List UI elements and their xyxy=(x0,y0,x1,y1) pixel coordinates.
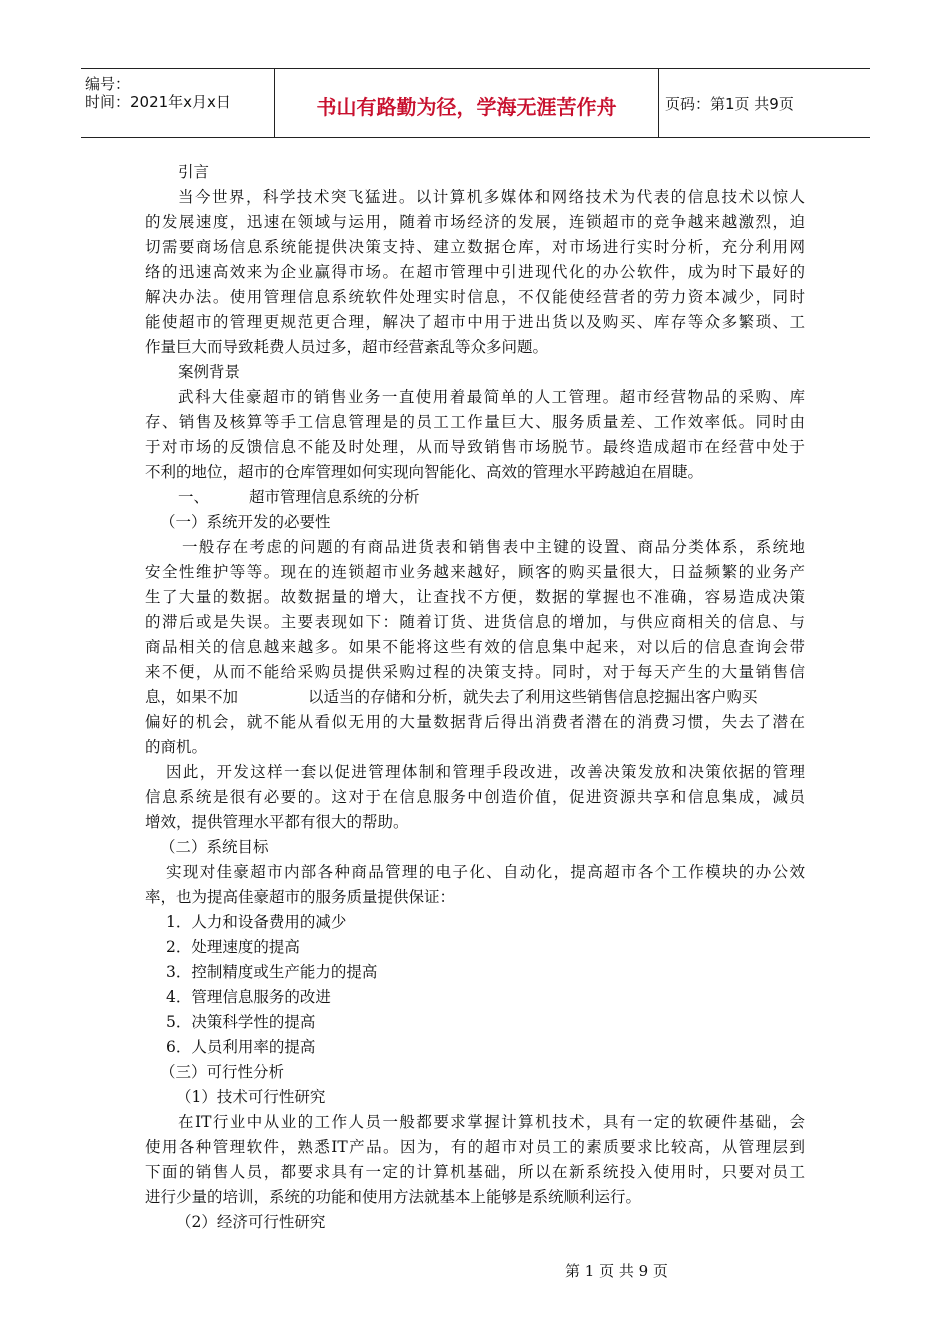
background-line: 于对市场的反馈信息不能及时处理，从而导致销售市场脱节。最终造成超市在经营中处于 xyxy=(145,438,805,456)
header-meta-cell xyxy=(81,69,275,137)
goals-line: 率，也为提高佳豪超市的服务质量提供保证： xyxy=(145,888,456,906)
intro-line: 解决办法。使用管理信息系统软件处理实时信息，不仅能使经营者的劳力资本减少，同时 xyxy=(145,288,805,306)
list-item: 4．管理信息服务的改进 xyxy=(166,988,331,1006)
tech-line: 在IT行业中从业的工作人员一般都要求掌握计算机技术，具有一定的软硬件基础，会 xyxy=(178,1113,805,1131)
necessity-heading: （一）系统开发的必要性 xyxy=(160,513,331,531)
tech-heading: （1）技术可行性研究 xyxy=(176,1088,326,1106)
necessity-line: 一般存在考虑的问题的有商品进货表和销售表中主键的设置、商品分类体系，系统地 xyxy=(182,538,805,556)
intro-line: 作量巨大而导致耗费人员过多，超市经营紊乱等众多问题。 xyxy=(145,338,549,356)
background-line: 武科大佳豪超市的销售业务一直使用着最简单的人工管理。超市经营物品的采购、库 xyxy=(178,388,805,406)
list-item: 2．处理速度的提高 xyxy=(166,938,300,956)
page-info: 页码：第1页 共9页 xyxy=(665,95,794,113)
necessity-line: 商品相关的信息越来越多。如果不能将这些有效的信息集中起来，对以后的信息查询会带 xyxy=(145,638,805,656)
section-heading xyxy=(178,487,420,507)
necessity-line: 的滞后或是失误。主要表现如下：随着订货、进货信息的增加，与供应商相关的信息、与 xyxy=(145,613,805,631)
intro-line: 的发展速度，迅速在领域与运用，随着市场经济的发展，连锁超市的竞争越来越激烈，迫 xyxy=(145,213,805,231)
time-label: 时间：2021年x月x日 xyxy=(85,93,231,111)
intro-line: 能使超市的管理更规范更合理，解决了超市中用于进出货以及购买、库存等众多繁琐、工 xyxy=(145,313,805,331)
tech-line: 进行少量的培训，系统的功能和使用方法就基本上能够是系统顺利运行。 xyxy=(145,1188,642,1206)
header-page-cell xyxy=(659,69,870,137)
document-header xyxy=(81,68,870,138)
econ-heading: （2）经济可行性研究 xyxy=(176,1213,326,1231)
tech-line: 下面的销售人员，都要求具有一定的计算机基础，所以在新系统投入使用时，只要对员工 xyxy=(145,1163,805,1181)
intro-line: 络的迅速高效来为企业赢得市场。在超市管理中引进现代化的办公软件，成为时下最好的 xyxy=(145,263,805,281)
list-item: 6．人员利用率的提高 xyxy=(166,1038,316,1056)
section-title: 超市管理信息系统的分析 xyxy=(249,488,420,506)
background-line: 存、销售及核算等手工信息管理是的员工工作量巨大、服务质量差、工作效率低。同时由 xyxy=(145,413,805,431)
intro-heading: 引言 xyxy=(178,163,210,181)
motto: 书山有路勤为径，学海无涯苦作舟 xyxy=(316,95,617,119)
conclusion-line: 因此，开发这样一套以促进管理体制和管理手段改进，改善决策发放和决策依据的管理 xyxy=(166,763,805,781)
background-line: 不利的地位，超市的仓库管理如何实现向智能化、高效的管理水平跨越迫在眉睫。 xyxy=(145,463,704,481)
conclusion-line: 信息系统是很有必要的。这对于在信息服务中创造价值，促进资源共享和信息集成，减员 xyxy=(145,788,805,806)
page-footer: 第 1 页 共 9 页 xyxy=(565,1262,668,1280)
list-item: 1．人力和设备费用的减少 xyxy=(166,913,347,931)
background-heading: 案例背景 xyxy=(178,363,241,381)
necessity-line: 的商机。 xyxy=(145,738,208,756)
intro-line: 切需要商场信息系统能提供决策支持、建立数据仓库，对市场进行实时分析，充分利用网 xyxy=(145,238,805,256)
necessity-line: 偏好的机会，就不能从看似无用的大量数据背后得出消费者潜在的消费习惯，失去了潜在 xyxy=(145,713,805,731)
goals-line: 实现对佳豪超市内部各种商品管理的电子化、自动化，提高超市各个工作模块的办公效 xyxy=(166,863,805,881)
tech-line: 使用各种管理软件，熟悉IT产品。因为，有的超市对员工的素质要求比较高，从管理层到 xyxy=(145,1138,805,1156)
necessity-line: 安全性维护等等。现在的连锁超市业务越来越好，顾客的购买量很大，日益频繁的业务产 xyxy=(145,563,805,581)
number-label: 编号： xyxy=(85,75,131,93)
necessity-line: 生了大量的数据。故数据量的增大，让查找不方便，数据的掌握也不准确，容易造成决策 xyxy=(145,588,805,606)
list-item: 3．控制精度或生产能力的提高 xyxy=(166,963,378,981)
necessity-line: 来不便，从而不能给采购员提供采购过程的决策支持。同时，对于每天产生的大量销售信 xyxy=(145,663,805,681)
feasibility-heading: （三）可行性分析 xyxy=(160,1063,285,1081)
goals-heading: （二）系统目标 xyxy=(160,838,269,856)
intro-line: 当今世界，科学技术突飞猛进。以计算机多媒体和网络技术为代表的信息技术以惊人 xyxy=(178,188,805,206)
list-item: 5．决策科学性的提高 xyxy=(166,1013,316,1031)
conclusion-line: 增效，提供管理水平都有很大的帮助。 xyxy=(145,813,409,831)
necessity-line: 息，如果不加 以适当的存储和分析，就失去了利用这些销售信息挖掘出客户购买 xyxy=(145,688,758,706)
header-motto-cell xyxy=(275,69,659,137)
section-number: 一、 xyxy=(178,488,210,506)
